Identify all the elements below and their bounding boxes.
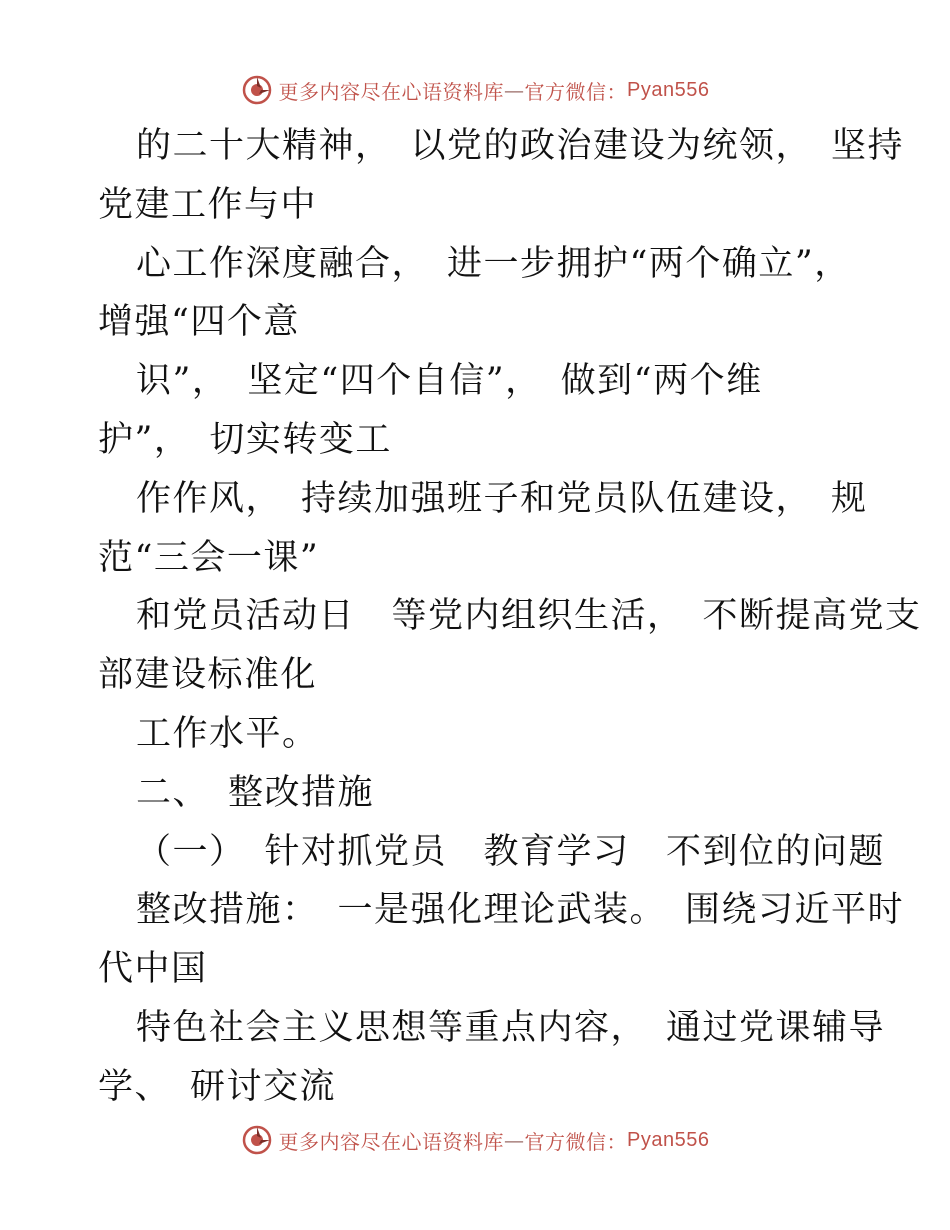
text-line: 的二十大精神， 以党的政治建设为统领， 坚持 (136, 126, 905, 166)
text-line: 部建设标准化 (98, 655, 318, 696)
watermark-label: 官方微信： (524, 79, 628, 104)
text-line: 党建工作与中 (98, 184, 318, 225)
text-line: 增强“四个意 (98, 302, 300, 343)
text-line: 学、 研讨交流 (98, 1066, 337, 1107)
text-line: 工作水平。 (136, 713, 319, 754)
logo-icon (241, 74, 273, 106)
watermark-text: 更多内容尽在心语资料库 (278, 79, 505, 104)
footer-watermark (0, 1120, 950, 1160)
watermark-dash: — (504, 78, 525, 102)
text-line: 整改措施： 一是强化理论武装。 围绕习近平时 (136, 890, 905, 931)
text-line: 代中国 (98, 949, 208, 990)
text-line: 范“三会一课” (98, 537, 320, 578)
text-line: 特色社会主义思想等重点内容， 通过党课辅导 (136, 1007, 886, 1048)
text-line: 二、 整改措施 (136, 772, 375, 813)
watermark-label: 官方微信： (524, 1129, 628, 1154)
text-line: 识”， 坚定“四个自信”， 做到“两个维 (136, 361, 763, 402)
watermark-text: 更多内容尽在心语资料库 (278, 1129, 505, 1154)
watermark-dash: — (504, 1128, 525, 1152)
text-line: 作作风， 持续加强班子和党员队伍建设， 规 (136, 478, 868, 519)
watermark-handle: Pyan556 (627, 78, 710, 101)
text-line: 心工作深度融合， 进一步拥护“两个确立”， (136, 243, 851, 284)
text-line: 和党员活动日 等党内组织生活， 不断提高党支 (136, 596, 922, 637)
text-line: （一） 针对抓党员 教育学习 不到位的问题 (136, 831, 886, 872)
text-line: 护”， 切实转变工 (98, 419, 392, 460)
header-watermark (0, 70, 950, 110)
logo-icon (241, 1124, 273, 1156)
watermark-handle: Pyan556 (627, 1128, 710, 1151)
document-body (98, 117, 922, 1117)
